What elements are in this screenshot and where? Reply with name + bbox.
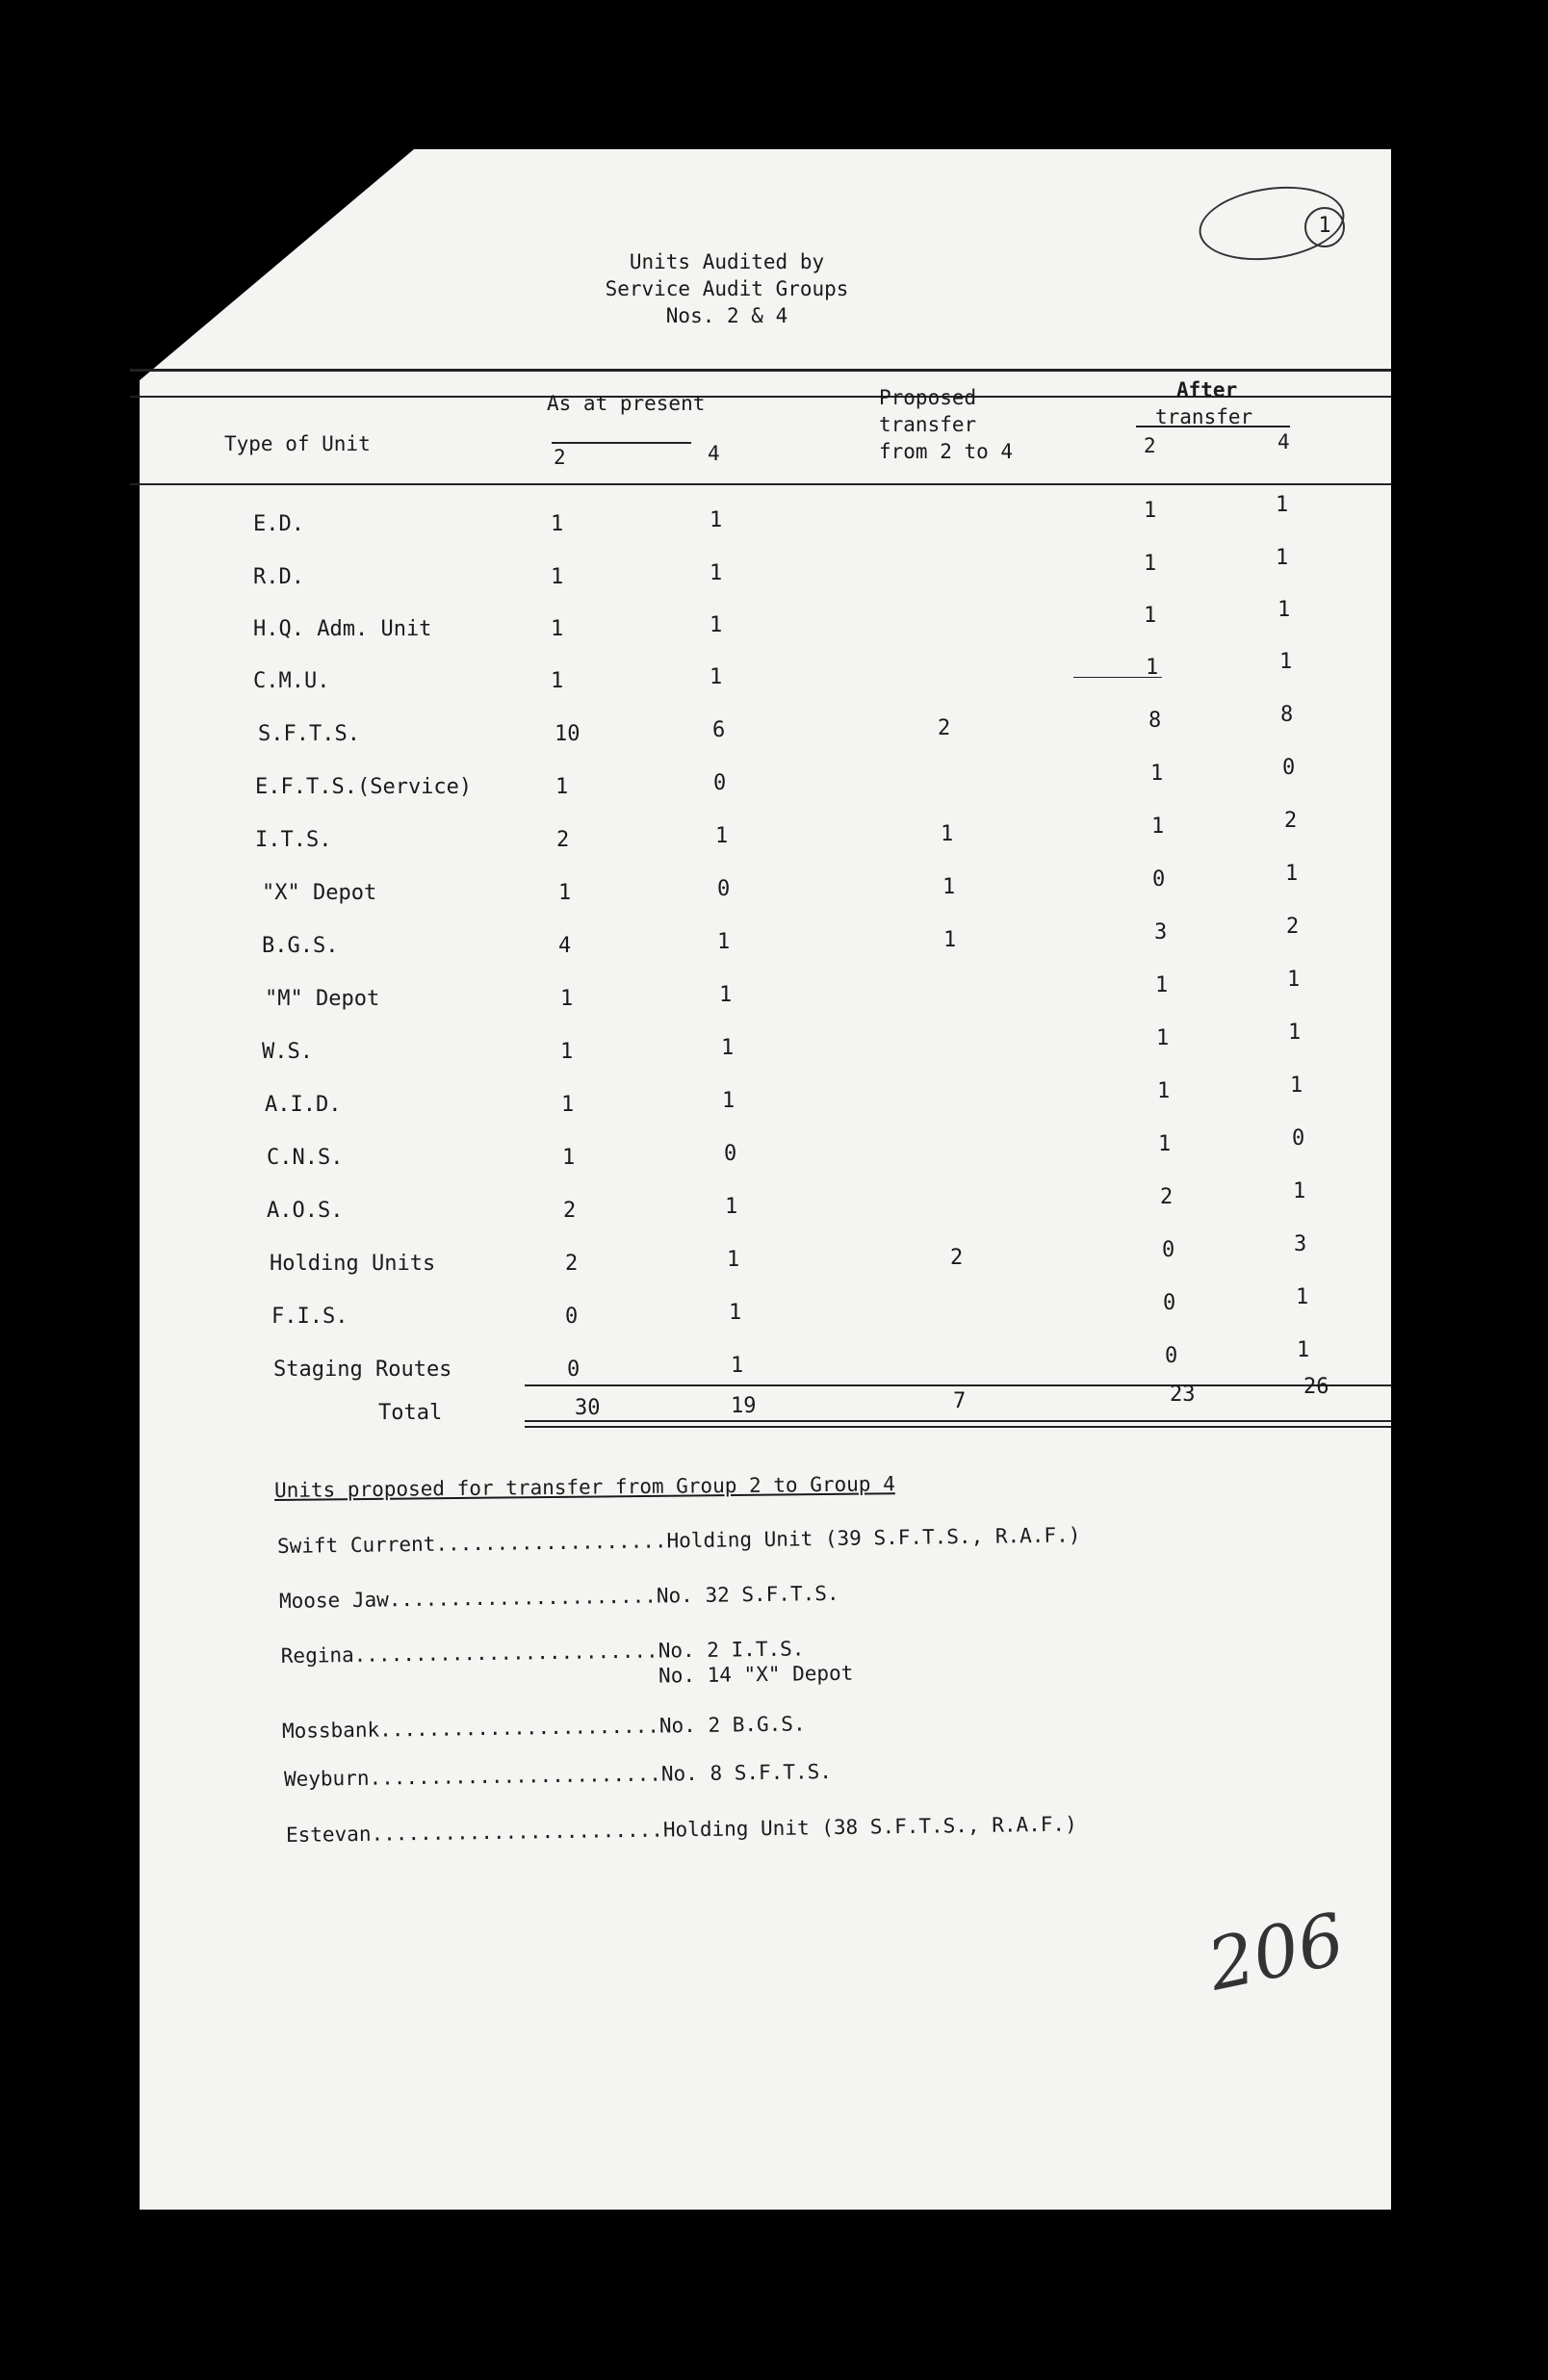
transfer-unit-line: No. 2 B.G.S.: [658, 1712, 806, 1738]
row-cell-a4: 1: [1287, 968, 1301, 992]
row-cell-a2: 1: [1155, 973, 1169, 997]
title-line-1: Units Audited by: [629, 250, 825, 273]
transfer-item: [281, 1636, 854, 1694]
row-cell-a2: 3: [1154, 920, 1168, 944]
row-cell-p2: 1: [560, 987, 574, 1011]
row-cell-a4: 1: [1279, 650, 1293, 674]
row-cell-a2: 1: [1158, 1132, 1172, 1156]
total-bottom-rule-2: [525, 1426, 1391, 1428]
row-cell-a4: 1: [1276, 493, 1289, 517]
transfer-dots: .........................: [353, 1639, 658, 1667]
row-cell-p4: 1: [710, 613, 723, 637]
row-cell-a4: 2: [1284, 809, 1298, 833]
row-cell-p4: 1: [727, 1248, 740, 1272]
row-type-label: H.Q. Adm. Unit: [253, 617, 432, 641]
row-cell-a2: 1: [1144, 552, 1157, 576]
row-cell-a2: 1: [1156, 1026, 1170, 1050]
transfer-place: Moose Jaw: [278, 1588, 389, 1613]
row-cell-p4: 1: [722, 1089, 735, 1113]
total-present-2: 30: [575, 1396, 601, 1420]
row-type-label: Staging Routes: [273, 1358, 452, 1382]
row-cell-a4: 1: [1277, 598, 1291, 622]
transfer-heading: Units proposed for transfer from Group 2 to Group 4: [273, 1472, 895, 1502]
row-type-label: E.D.: [253, 512, 304, 536]
table-top-rule: [130, 369, 1391, 372]
row-cell-p4: 1: [710, 665, 723, 689]
transfer-place: Mossbank: [281, 1718, 380, 1743]
total-label: Total: [378, 1401, 443, 1425]
total-present-4: 19: [731, 1394, 757, 1418]
row-cell-p2: 4: [558, 934, 572, 958]
transfer-unit-line: No. 32 S.F.T.S.: [656, 1581, 839, 1608]
header-proposed-1: Proposed: [879, 386, 977, 409]
row-cell-a4: 1: [1288, 1021, 1302, 1045]
row-cell-p2: 1: [551, 669, 564, 693]
row-cell-p4: 1: [731, 1354, 744, 1378]
present-underline: [552, 442, 691, 444]
transfer-place: Regina: [280, 1643, 354, 1669]
transfer-place: Weyburn: [283, 1766, 370, 1791]
row-cell-t: 1: [942, 875, 956, 899]
row-cell-p2: 1: [561, 1093, 575, 1117]
transfer-units: [657, 1581, 839, 1609]
transfer-units: [658, 1636, 854, 1689]
total-after-4: 26: [1303, 1375, 1329, 1399]
row-cell-a4: 8: [1280, 703, 1294, 727]
row-cell-p2: 2: [565, 1252, 579, 1276]
row-cell-p2: 1: [562, 1146, 576, 1170]
header-as-at-present: As at present: [547, 392, 706, 415]
row-cell-t: 1: [943, 928, 957, 952]
header-bottom-rule: [130, 483, 1391, 485]
row-cell-p4: 0: [724, 1142, 737, 1166]
transfer-dots: .......................: [378, 1714, 660, 1742]
transfer-dots: ...................: [435, 1529, 667, 1556]
transfer-place: Swift Current: [276, 1532, 436, 1558]
row-cell-a4: 1: [1290, 1074, 1303, 1098]
row-cell-a4: 0: [1282, 756, 1296, 780]
row-cell-a4: 1: [1296, 1285, 1309, 1309]
transfer-unit-line: Holding Unit (38 S.F.T.S., R.A.F.): [662, 1812, 1077, 1842]
row-cell-a2: 1: [1151, 815, 1165, 839]
row-cell-p4: 0: [713, 771, 727, 795]
header-transfer: transfer: [1155, 405, 1253, 428]
row-cell-p2: 1: [558, 881, 572, 905]
title-line-2: Service Audit Groups: [605, 277, 849, 300]
row-cell-a2: 1: [1150, 762, 1164, 786]
header-type-of-unit: Type of Unit: [224, 432, 371, 455]
row-cell-p2: 1: [551, 617, 564, 641]
header-present-4: 4: [708, 442, 720, 465]
row-type-label: Holding Units: [270, 1252, 436, 1276]
header-proposed-3: from 2 to 4: [879, 440, 1014, 463]
row-cell-a2: 0: [1163, 1291, 1176, 1315]
row-type-label: I.T.S.: [255, 828, 332, 852]
row-cell-a4: 1: [1276, 546, 1289, 570]
page-number-stamp: 1: [1304, 207, 1345, 247]
row-type-label: A.O.S.: [267, 1199, 344, 1223]
row-cell-a2: 1: [1144, 499, 1157, 523]
total-top-rule: [525, 1384, 1391, 1386]
row-cell-a2: 0: [1162, 1238, 1175, 1262]
row-cell-p2: 1: [555, 775, 569, 799]
row-cell-p2: 1: [551, 565, 564, 589]
row-cell-p2: 0: [565, 1305, 579, 1329]
row-cell-a2: 1: [1157, 1079, 1171, 1103]
total-after-2: 23: [1170, 1383, 1196, 1407]
row-cell-p2: 10: [555, 722, 580, 746]
row-cell-p2: 0: [567, 1358, 580, 1382]
row-cell-p2: 2: [556, 828, 570, 852]
row-cell-t: 2: [938, 716, 951, 740]
transfer-dots: ........................: [369, 1762, 662, 1790]
row-type-label: B.G.S.: [262, 934, 339, 958]
row-cell-a4: 3: [1294, 1232, 1307, 1256]
row-cell-p4: 1: [729, 1301, 742, 1325]
transfer-unit-line: No. 14 "X" Depot: [658, 1661, 854, 1688]
row-cell-a4: 0: [1292, 1126, 1305, 1151]
total-bottom-rule: [525, 1420, 1391, 1422]
row-cell-a4: 1: [1285, 862, 1299, 886]
row-type-label: A.I.D.: [265, 1093, 342, 1117]
row-cell-t: 2: [950, 1246, 964, 1270]
row-cell-a2: 0: [1152, 867, 1166, 892]
transfer-units: [661, 1759, 832, 1786]
row-type-label: W.S.: [262, 1040, 313, 1064]
row-cell-p4: 1: [710, 508, 723, 532]
row-cell-a2: 1: [1146, 656, 1159, 680]
row-cell-p4: 1: [717, 930, 731, 954]
row-cell-a2: 1: [1144, 604, 1157, 628]
row-cell-a2: 0: [1165, 1344, 1178, 1368]
row-cell-p4: 1: [725, 1195, 738, 1219]
transfer-unit-line: No. 8 S.F.T.S.: [660, 1760, 833, 1786]
row-cell-a2: 8: [1148, 709, 1162, 733]
row-type-label: C.N.S.: [267, 1146, 344, 1170]
row-cell-t: 1: [941, 822, 954, 846]
row-cell-a4: 2: [1286, 915, 1300, 939]
transfer-dots: ........................: [371, 1818, 664, 1846]
header-present-2: 2: [554, 446, 566, 469]
row-type-label: "M" Depot: [265, 987, 380, 1011]
page-folded-corner: [140, 149, 414, 380]
row-type-label: R.D.: [253, 565, 304, 589]
row-type-label: F.I.S.: [271, 1305, 348, 1329]
row-cell-a2: 2: [1160, 1185, 1174, 1209]
header-proposed-2: transfer: [879, 413, 977, 436]
row-type-label: S.F.T.S.: [258, 722, 360, 746]
row-cell-p4: 6: [712, 718, 726, 742]
row-cell-p2: 1: [551, 512, 564, 536]
row-cell-p4: 1: [721, 1036, 735, 1060]
document-page: [140, 149, 1391, 2210]
document-title: [534, 248, 919, 329]
row-cell-a4: 1: [1297, 1338, 1310, 1362]
row-cell-p4: 1: [715, 824, 729, 848]
transfer-unit-line: Holding Unit (39 S.F.T.S., R.A.F.): [666, 1523, 1081, 1553]
row-type-label: "X" Depot: [262, 881, 377, 905]
total-proposed: 7: [953, 1389, 967, 1413]
row-cell-p2: 2: [563, 1199, 577, 1223]
transfer-place: Estevan: [285, 1822, 372, 1847]
transfer-unit-line: No. 2 I.T.S.: [658, 1637, 805, 1663]
row-type-label: C.M.U.: [253, 669, 330, 693]
handwritten-folio-number: 206: [1200, 1898, 1352, 2007]
header-after-4: 4: [1277, 430, 1290, 453]
transfer-units: [659, 1711, 806, 1738]
row-cell-p4: 1: [719, 983, 733, 1007]
row-cell-p4: 0: [717, 877, 731, 901]
row-type-label: E.F.T.S.(Service): [255, 775, 473, 799]
title-line-3: Nos. 2 & 4: [665, 304, 788, 327]
header-after: After: [1176, 378, 1238, 401]
row-cell-p2: 1: [560, 1040, 574, 1064]
header-after-2: 2: [1144, 434, 1156, 457]
row-cell-a4: 1: [1293, 1179, 1306, 1203]
row-cell-p4: 1: [710, 561, 723, 585]
transfer-dots: ......................: [388, 1584, 658, 1612]
